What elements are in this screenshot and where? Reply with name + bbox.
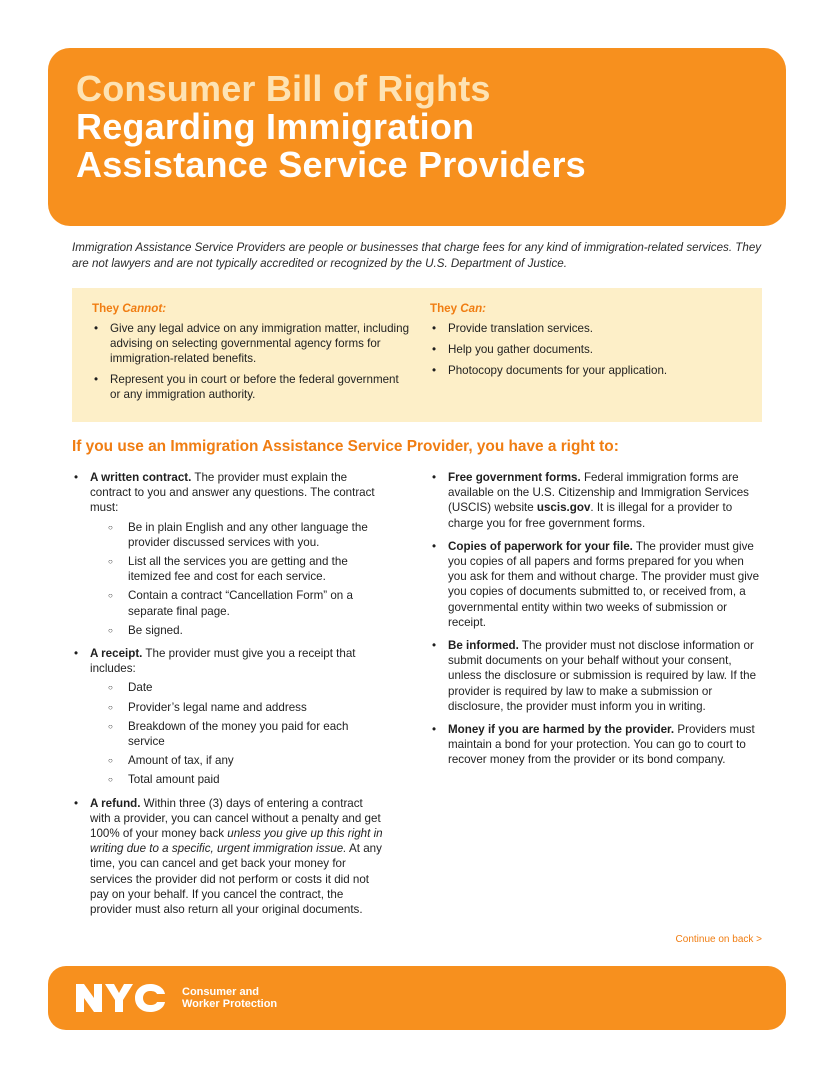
right-copies: • Copies of paperwork for your file. The provider must give you copies of all papers and forms prepared for you when you ask for them and without charge. The provider must give you copies of documents submitted to, or received from, a governmental entity within two weeks of submission or receipt.: [430, 539, 762, 630]
rights-right-column: [430, 470, 762, 776]
right-money: • Money if you are harmed by the provider. Providers must maintain a bond for your protection. You can go to court to recover money from the provider or its bond company.: [430, 722, 762, 768]
list-item: ○ Date: [90, 680, 384, 695]
list-item: ○ Be signed.: [90, 623, 384, 638]
list-item: ○ Amount of tax, if any: [90, 753, 384, 768]
agency-name: Consumer and Worker Protection: [182, 986, 278, 1010]
continue-on-back: Continue on back >: [675, 934, 762, 945]
cannot-can-box: [72, 288, 762, 422]
list-item: ○ Provider’s legal name and address: [90, 700, 384, 715]
uscis-link-text: uscis.gov: [536, 501, 591, 515]
right-receipt: • A receipt. The provider must give you a receipt that includes: ○ Date ○ Provider’s legal name and address ○ Breakdown of the money you paid for each service ○ Amount of tax, if any ○ Total amount paid: [72, 646, 384, 788]
cannot-heading: They Cannot:: [92, 302, 167, 315]
rights-left-column: [72, 470, 384, 925]
right-refund: • A refund. Within three (3) days of entering a contract with a provider, you can cancel without a penalty and get 100% of your money back unless you give up this right in writing due to a specific, urgent immigration issue. At any time, you can cancel and get back your money for services the provider did not perform or costs it did not pay on your behalf. If you cancel the contract, the provider must also return all your original documents.: [72, 796, 384, 918]
list-item: • Provide translation services.: [430, 321, 750, 336]
list-item: ○ Contain a contract “Cancellation Form” on a separate final page.: [90, 588, 384, 618]
right-written-contract: • A written contract. The provider must explain the contract to you and answer any questions. The contract must: ○ Be in plain English and any other language the provider discussed services with you. ○ List all the services you are getting and the itemized fee and cost for each service. ○ Contain a contract “Cancellation Form” on a separate final page. ○ Be signed.: [72, 470, 384, 638]
footer-banner: [48, 966, 786, 1030]
intro-text: Immigration Assistance Service Providers are people or businesses that charge fees for any kind of immigration-related services. They are not lawyers and are not typically accredited or recognized by the U.S. Department of Justice.: [72, 241, 762, 270]
nyc-logo-icon: [74, 982, 174, 1014]
right-be-informed: • Be informed. The provider must not disclose information or submit documents on your behalf without your consent, unless the disclosure or submission is required by law. If the provider is required by law to make a submission or disclosure, the provider must inform you in writing.: [430, 638, 762, 714]
list-item: • Give any legal advice on any immigration matter, including advising on selecting governmental agency forms for immigration-related benefits.: [92, 321, 412, 366]
header-banner: [48, 48, 786, 226]
list-item: ○ Be in plain English and any other language the provider discussed services with you.: [90, 520, 384, 550]
list-item: • Represent you in court or before the federal government or any immigration authority.: [92, 372, 412, 402]
title-line-2: Regarding Immigration: [76, 106, 475, 147]
cannot-column: [92, 302, 412, 408]
list-item: ○ Breakdown of the money you paid for each service: [90, 719, 384, 749]
title-line-1: Consumer Bill of Rights: [76, 68, 491, 109]
section-heading: If you use an Immigration Assistance Service Provider, you have a right to:: [72, 438, 619, 455]
list-item: ○ Total amount paid: [90, 772, 384, 787]
list-item: • Photocopy documents for your application.: [430, 363, 750, 378]
list-item: • Help you gather documents.: [430, 342, 750, 357]
can-heading: They Can:: [430, 302, 487, 315]
list-item: ○ List all the services you are getting and the itemized fee and cost for each service.: [90, 554, 384, 584]
can-column: [430, 302, 750, 384]
title-line-3: Assistance Service Providers: [76, 144, 586, 185]
right-free-forms: • Free government forms. Federal immigration forms are available on the U.S. Citizenship and Immigration Services (USCIS) website uscis.gov. It is illegal for a provider to charge you for free government forms.: [430, 470, 762, 531]
